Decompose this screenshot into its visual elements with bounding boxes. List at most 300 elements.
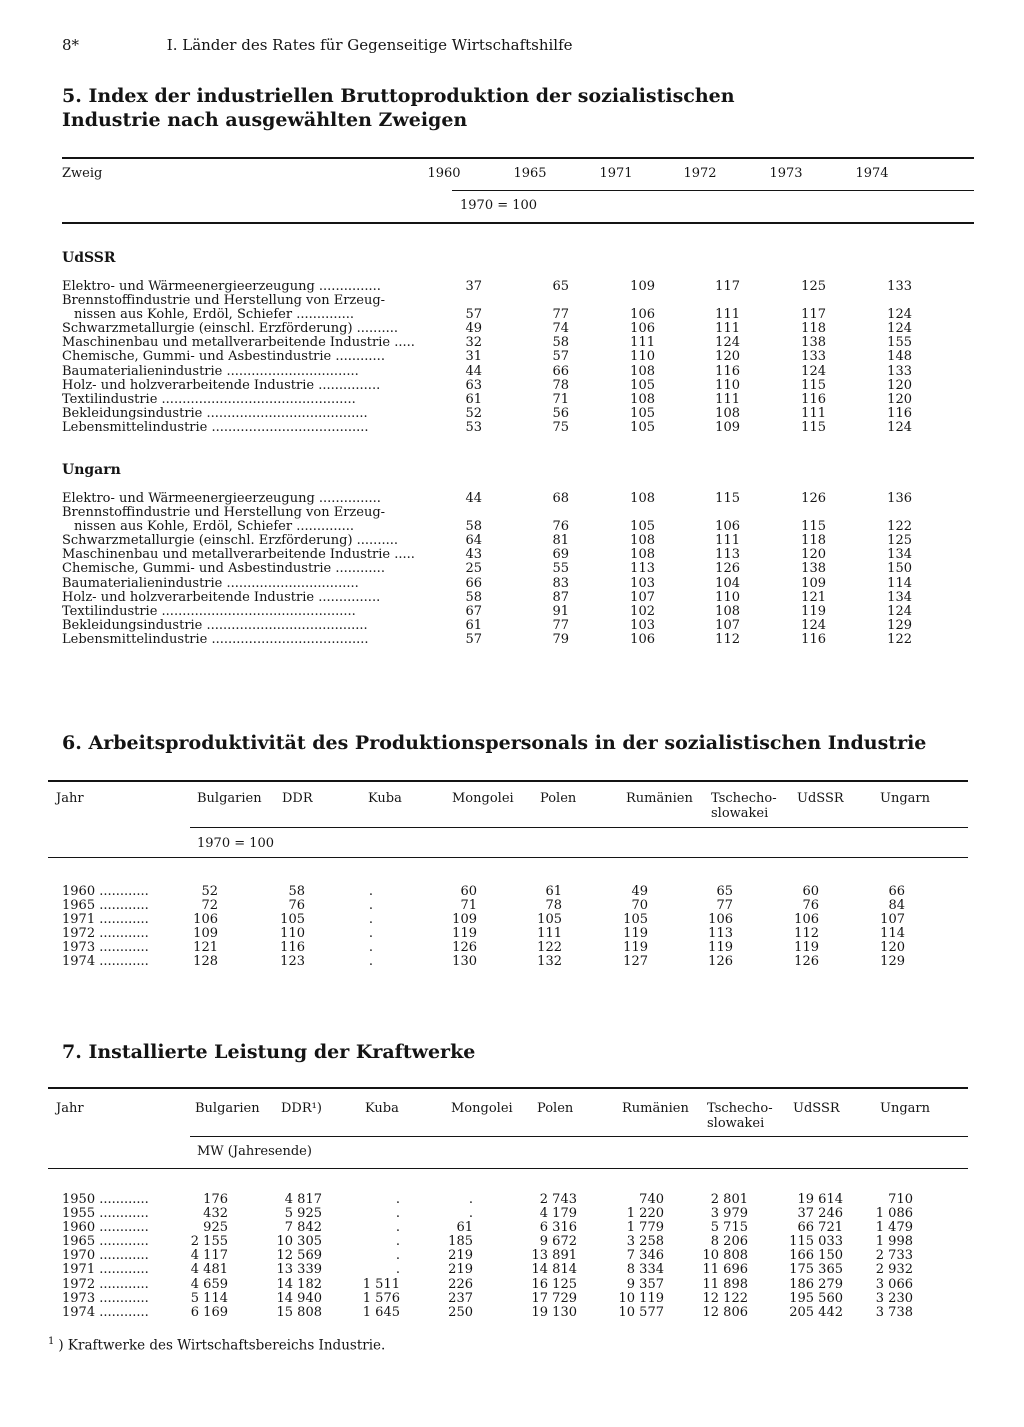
row-label-line: Lebensmittelindustrie ...................................... [62,419,369,435]
column-header-label: DDR [282,791,313,806]
cell-value: 2 801 [710,1192,748,1207]
column-header-label: Tschecho- [711,791,777,806]
cell-value: 148 [887,349,912,365]
cell-value: 66 [465,575,482,591]
row-label [62,421,369,435]
cell-value: 109 [630,279,655,294]
cell-value: 106 [708,912,733,928]
cell-value: 3 258 [626,1234,664,1250]
cell-value: 12 122 [702,1290,748,1306]
table-row [0,336,1024,350]
column-header-label-line2: slowakei [707,1116,765,1131]
cell-value: 1 998 [875,1234,913,1250]
row-label [62,322,398,336]
row-label-line: Schwarzmetallurgie (einschl. Erzförderung) .......... [62,533,398,549]
cell-value: 6 169 [190,1304,228,1320]
column-header-label: Kuba [368,791,402,806]
column-header [880,791,930,806]
table-row [0,1193,1024,1207]
cell-value: . [368,940,373,956]
cell-value: 7 842 [284,1220,322,1236]
cell-value: 70 [631,898,648,914]
cell-value: 124 [887,603,912,619]
row-label [62,506,385,534]
cell-value: 75 [552,419,569,435]
cell-value: 103 [630,575,655,591]
table5-col-label: Zweig [62,166,103,181]
table-row [0,605,1024,619]
table-row [0,407,1024,421]
cell-value: 432 [203,1206,228,1222]
cell-value: 250 [448,1304,473,1320]
cell-value: 25 [465,561,482,577]
cell-value: 106 [193,912,218,928]
row-label-line: Maschinenbau und metallverarbeitende Industrie ..... [62,335,415,351]
table7-unit: MW (Jahresende) [197,1144,312,1159]
cell-value: 126 [452,940,477,956]
cell-value: 58 [288,884,305,899]
cell-value: 114 [887,575,912,591]
cell-value: 113 [715,547,740,563]
table-row [0,562,1024,576]
cell-value: 111 [715,391,740,407]
cell-value: 129 [887,617,912,633]
column-header-label: Rumänien [622,1101,689,1116]
row-label-line: Schwarzmetallurgie (einschl. Erzförderung) .......... [62,321,398,337]
column-header [626,791,693,806]
cell-value: 37 [465,279,482,294]
cell-value: 60 [460,884,477,899]
cell-value: 126 [794,954,819,970]
row-label-line: Lebensmittelindustrie ...................................... [62,631,369,647]
column-header [711,791,777,821]
cell-value: 60 [802,884,819,899]
table5-unit-rule [452,190,974,191]
table-row [0,1207,1024,1221]
cell-value: 4 117 [190,1248,228,1264]
table7-col-label: Jahr [56,1101,84,1116]
row-year: 1973 ............ [62,940,149,956]
table-row [0,280,1024,294]
cell-value: 1 576 [362,1290,400,1306]
cell-value: 15 808 [276,1304,322,1320]
table5-year-header: 1965 [513,166,547,181]
table-row [0,393,1024,407]
cell-value: 925 [203,1220,228,1236]
cell-value: 116 [801,391,826,407]
table-row [0,379,1024,393]
table5-title: 5. Index der industriellen Bruttoproduktion der sozialistischen Industrie nach ausgewählten Zweigen [62,85,735,131]
cell-value: 17 729 [531,1290,577,1306]
table-row [0,421,1024,435]
cell-value: 71 [460,898,477,914]
cell-value: 57 [552,349,569,365]
cell-value: 110 [715,377,740,393]
cell-value: 176 [203,1192,228,1207]
footnote-text: ) Kraftwerke des Wirtschaftsbereichs Industrie. [58,1337,386,1354]
row-label [62,492,381,506]
table5-year-header: 1971 [599,166,633,181]
cell-value: 5 925 [284,1206,322,1222]
cell-value: 105 [630,377,655,393]
cell-value: 6 316 [539,1220,577,1236]
cell-value: 67 [465,603,482,619]
cell-value: 186 279 [789,1276,843,1292]
cell-value: 107 [630,589,655,605]
table5-group-heading: Ungarn [62,462,121,478]
table-row [0,506,1024,534]
cell-value: 49 [631,884,648,899]
cell-value: . [395,1206,400,1222]
table5-year-header: 1974 [855,166,889,181]
cell-value: 77 [552,307,569,323]
row-label [62,294,385,322]
table5-year-header: 1960 [427,166,461,181]
cell-value: 65 [716,884,733,899]
table5-top-rule [62,157,974,159]
table-row [0,591,1024,605]
table-row [0,577,1024,591]
table6-top-rule [48,780,968,782]
cell-value: 111 [715,321,740,337]
cell-value: 132 [537,954,562,970]
cell-value: 219 [448,1248,473,1264]
cell-value: 105 [630,405,655,421]
cell-value: 53 [465,419,482,435]
cell-value: 4 481 [190,1262,228,1278]
cell-value: 78 [552,377,569,393]
column-header [368,791,402,806]
cell-value: 120 [715,349,740,365]
cell-value: . [368,912,373,928]
row-label [62,393,356,407]
cell-value: 124 [887,419,912,435]
cell-value: 66 [552,363,569,379]
row-label-line: Holz- und holzverarbeitende Industrie ............... [62,589,381,605]
cell-value: 12 806 [702,1304,748,1320]
cell-value: 84 [888,898,905,914]
cell-value: 52 [201,884,218,899]
table-row [0,1306,1024,1320]
cell-value: 103 [630,617,655,633]
table-row [0,941,1024,955]
cell-value: 72 [201,898,218,914]
row-label-line: Chemische, Gummi- und Asbestindustrie ............ [62,561,385,577]
cell-value: . [395,1248,400,1264]
table-row [0,1235,1024,1249]
cell-value: 119 [801,603,826,619]
column-header [195,1101,260,1116]
cell-value: 134 [887,547,912,563]
cell-value: 116 [801,631,826,647]
cell-value: 115 033 [789,1234,843,1250]
cell-value: 10 119 [618,1290,664,1306]
cell-value: 57 [465,307,482,323]
table5-group-rows [0,492,1024,647]
column-header [540,791,576,806]
cell-value: 56 [552,405,569,421]
row-label-line: Baumaterialienindustrie ................................ [62,363,359,379]
cell-value: 150 [887,561,912,577]
table-row [0,885,1024,899]
cell-value: 74 [552,321,569,337]
cell-value: 4 817 [284,1192,322,1207]
cell-value: 7 346 [626,1248,664,1264]
row-year: 1973 ............ [62,1290,149,1306]
cell-value: 61 [465,617,482,633]
cell-value: 118 [801,321,826,337]
cell-value: 76 [802,898,819,914]
cell-value: 128 [193,954,218,970]
cell-value: 61 [465,391,482,407]
cell-value: 155 [887,335,912,351]
cell-value: . [368,926,373,942]
cell-value: 55 [552,561,569,577]
table-row [0,633,1024,647]
row-label [62,548,415,562]
cell-value: 117 [715,279,740,294]
table7-rows [0,1193,1024,1320]
cell-value: 107 [880,912,905,928]
row-label [62,280,381,294]
table-row [0,1278,1024,1292]
cell-value: 124 [801,363,826,379]
column-header-label: Tschecho- [707,1101,773,1116]
cell-value: 11 696 [702,1262,748,1278]
cell-value: 124 [887,307,912,323]
cell-value: 110 [715,589,740,605]
cell-value: 65 [552,279,569,294]
cell-value: 226 [448,1276,473,1292]
cell-value: 77 [552,617,569,633]
cell-value: 61 [545,884,562,899]
column-header [707,1101,773,1131]
cell-value: 10 305 [276,1234,322,1250]
cell-value: 106 [715,519,740,535]
row-year: 1970 ............ [62,1248,149,1264]
cell-value: 125 [801,279,826,294]
row-year: 1971 ............ [62,912,149,928]
cell-value: . [468,1192,473,1207]
cell-value: . [395,1192,400,1207]
running-head [62,36,573,54]
cell-value: 108 [630,391,655,407]
cell-value: 106 [630,307,655,323]
row-label [62,365,359,379]
page-number: 8* [62,36,80,54]
table6-col-label: Jahr [56,791,84,806]
cell-value: . [468,1206,473,1222]
table6-title: 6. Arbeitsproduktivität des Produktionspersonals in der sozialistischen Industrie [62,732,927,754]
cell-value: . [368,884,373,899]
row-label [62,336,415,350]
table-row [0,1263,1024,1277]
table6-bottom-rule [48,857,968,858]
cell-value: 5 114 [190,1290,228,1306]
cell-value: 13 339 [276,1262,322,1278]
table-row [0,1249,1024,1263]
cell-value: 126 [715,561,740,577]
cell-value: 166 150 [789,1248,843,1264]
cell-value: 109 [452,912,477,928]
cell-value: 105 [280,912,305,928]
cell-value: 122 [887,519,912,535]
table-row [0,492,1024,506]
column-header [281,1101,322,1116]
cell-value: 109 [801,575,826,591]
column-header [451,1101,513,1116]
cell-value: 1 479 [875,1220,913,1236]
cell-value: 125 [887,533,912,549]
cell-value: 3 738 [875,1304,913,1320]
cell-value: 114 [880,926,905,942]
column-header-label: DDR¹) [281,1101,322,1116]
column-header-label: Mongolei [451,1101,513,1116]
table-row [0,955,1024,969]
cell-value: 108 [715,405,740,421]
cell-value: 237 [448,1290,473,1306]
row-label-line: Textilindustrie ............................................... [62,391,356,407]
row-year: 1974 ............ [62,1304,149,1320]
cell-value: 127 [623,954,648,970]
column-header [537,1101,573,1116]
cell-value: 108 [715,603,740,619]
cell-value: 76 [552,519,569,535]
column-header-label: Polen [537,1101,574,1116]
column-header [793,1101,840,1116]
cell-value: 111 [715,307,740,323]
cell-value: . [368,954,373,970]
column-header [452,791,514,806]
cell-value: 740 [639,1192,664,1207]
cell-value: 71 [552,391,569,407]
table7-unit-rule [190,1136,968,1137]
cell-value: 104 [715,575,740,591]
column-header-label: Kuba [365,1101,399,1116]
cell-value: 61 [456,1220,473,1236]
cell-value: 116 [715,363,740,379]
cell-value: 14 182 [276,1276,322,1292]
row-year: 1960 ............ [62,1220,149,1236]
cell-value: 16 125 [531,1276,577,1292]
cell-value: 219 [448,1262,473,1278]
cell-value: 91 [552,603,569,619]
cell-value: 120 [801,547,826,563]
table-row [0,927,1024,941]
row-label [62,562,385,576]
table-row [0,350,1024,364]
cell-value: 12 569 [276,1248,322,1264]
cell-value: 1 779 [626,1220,664,1236]
cell-value: 1 645 [362,1304,400,1320]
row-year: 1965 ............ [62,898,149,914]
row-year: 1965 ............ [62,1234,149,1250]
cell-value: 4 179 [539,1206,577,1222]
cell-value: 112 [715,631,740,647]
table6-unit-rule [190,827,968,828]
table-row [0,619,1024,633]
cell-value: 129 [880,954,905,970]
column-header [880,1101,930,1116]
cell-value: 44 [465,491,482,506]
cell-value: 119 [623,926,648,942]
cell-value: 8 334 [626,1262,664,1278]
cell-value: 113 [708,926,733,942]
row-label [62,407,368,421]
table7-bottom-rule [48,1168,968,1169]
cell-value: . [368,898,373,914]
table6-rows [0,885,1024,970]
table5-year-header: 1972 [683,166,717,181]
row-label-line: nissen aus Kohle, Erdöl, Schiefer .............. [74,519,355,535]
cell-value: 117 [801,307,826,323]
row-label [62,605,356,619]
cell-value: 31 [465,349,482,365]
cell-value: 118 [801,533,826,549]
cell-value: 185 [448,1234,473,1250]
cell-value: 14 940 [276,1290,322,1306]
cell-value: 78 [545,898,562,914]
cell-value: 9 672 [539,1234,577,1250]
cell-value: 122 [537,940,562,956]
cell-value: 4 659 [190,1276,228,1292]
cell-value: 76 [288,898,305,914]
column-header-label: UdSSR [793,1101,840,1116]
cell-value: 109 [193,926,218,942]
cell-value: 119 [623,940,648,956]
row-year: 1972 ............ [62,926,149,942]
cell-value: 10 808 [702,1248,748,1264]
column-header [797,791,844,806]
row-label-line: Bekleidungsindustrie ....................................... [62,405,368,421]
cell-value: 111 [537,926,562,942]
cell-value: 119 [794,940,819,956]
cell-value: 68 [552,491,569,506]
footnote [48,1336,385,1354]
cell-value: 130 [452,954,477,970]
cell-value: 105 [623,912,648,928]
cell-value: 2 155 [190,1234,228,1250]
cell-value: 83 [552,575,569,591]
cell-value: 116 [887,405,912,421]
cell-value: 64 [465,533,482,549]
cell-value: 136 [887,491,912,506]
row-label-line: Baumaterialienindustrie ................................ [62,575,359,591]
cell-value: 10 577 [618,1304,664,1320]
row-year: 1974 ............ [62,954,149,970]
cell-value: 58 [552,335,569,351]
column-header-label: Ungarn [880,1101,930,1116]
column-header-label: Mongolei [452,791,514,806]
cell-value: 2 932 [875,1262,913,1278]
cell-value: 1 086 [875,1206,913,1222]
cell-value: 5 715 [710,1220,748,1236]
row-label [62,633,369,647]
row-label-line: nissen aus Kohle, Erdöl, Schiefer .............. [74,307,355,323]
table5-group-heading: UdSSR [62,250,116,266]
cell-value: 105 [630,419,655,435]
column-header [622,1101,689,1116]
cell-value: 133 [801,349,826,365]
cell-value: 3 066 [875,1276,913,1292]
cell-value: 175 365 [789,1262,843,1278]
cell-value: 115 [801,377,826,393]
cell-value: 138 [801,561,826,577]
table-row [0,913,1024,927]
cell-value: . [395,1220,400,1236]
cell-value: 111 [630,335,655,351]
cell-value: 102 [630,603,655,619]
